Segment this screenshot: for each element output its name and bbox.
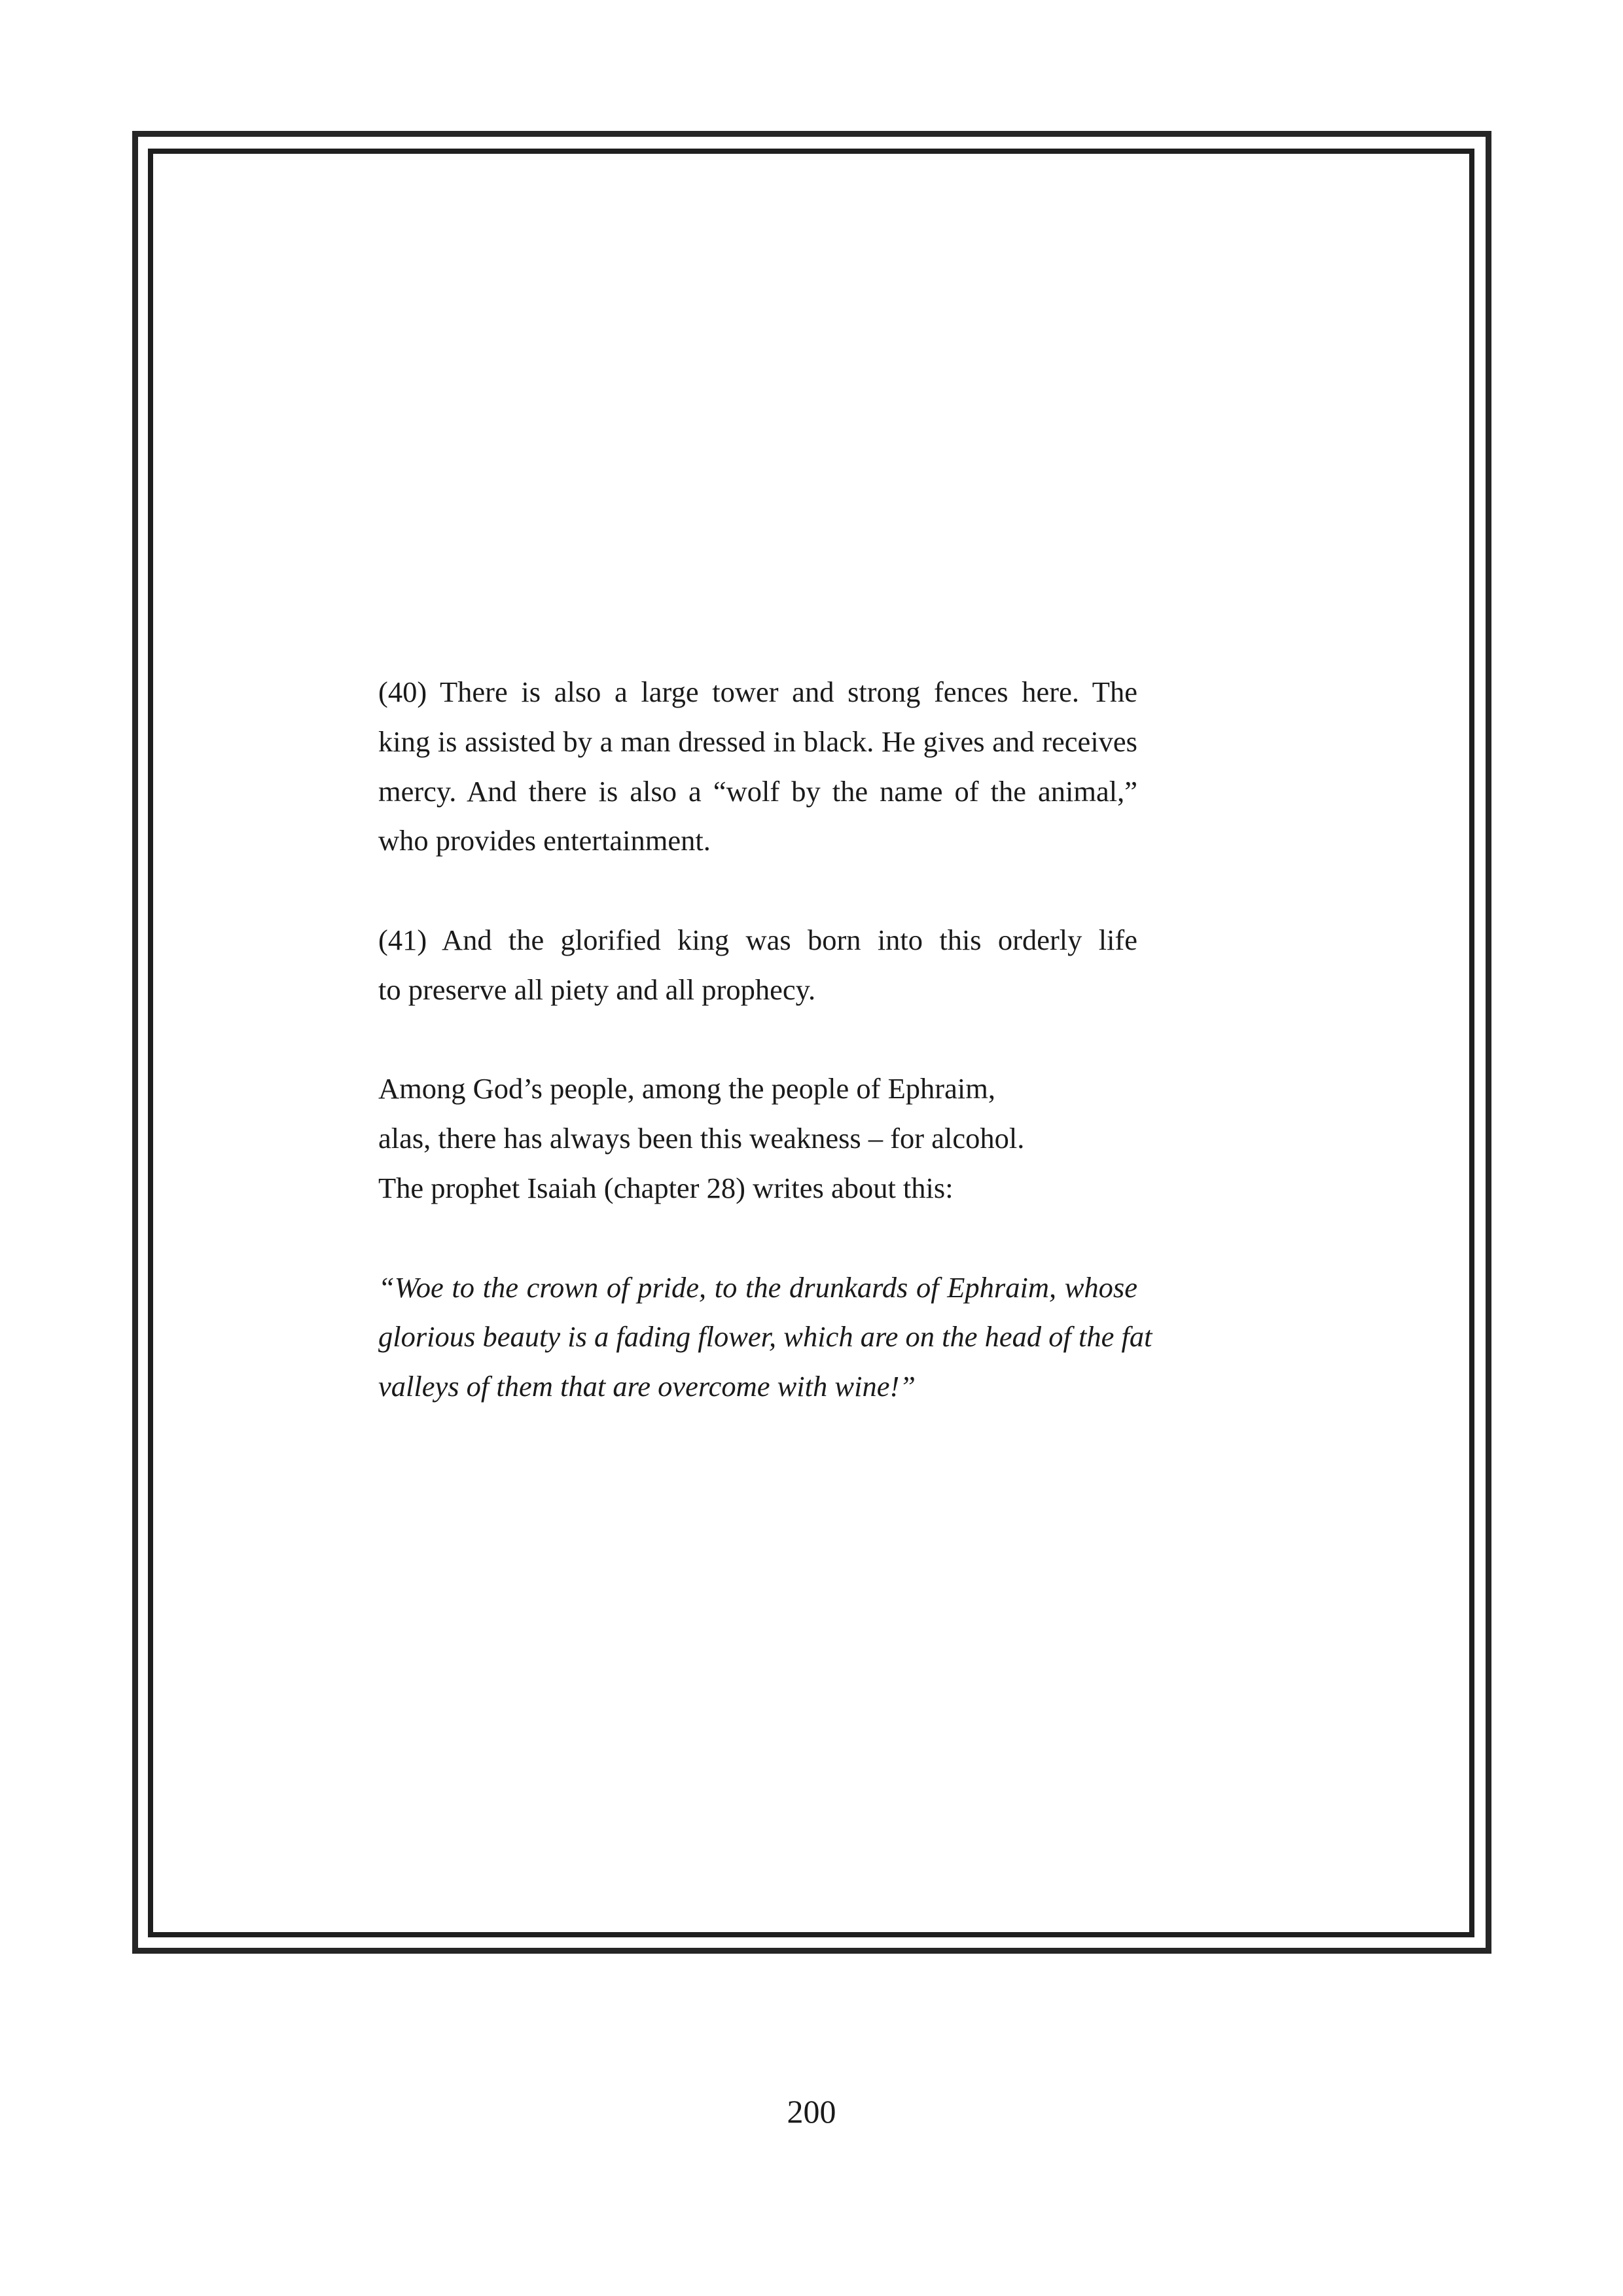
text-line: alas, there has always been this weakness – for alcohol. (378, 1122, 1025, 1155)
paragraph-40 (378, 668, 1137, 866)
paragraph-41 (378, 916, 1137, 1015)
text-line: king is assisted by a man dressed in black. He gives and receives (378, 725, 1137, 758)
text-line: (41) And the glorified king was born into this orderly life (378, 923, 1137, 956)
page-number: 200 (787, 2093, 836, 2130)
text-line: Among God’s people, among the people of Ephraim, (378, 1072, 995, 1105)
body-text (378, 668, 1152, 1462)
text-line: “Woe to the crown of pride, to the drunkards of Ephraim, whose (378, 1270, 1137, 1304)
text-line: The prophet Isaiah (chapter 28) writes about this: (378, 1171, 954, 1204)
paragraph-ephraim (378, 1064, 1137, 1213)
text-line: valleys of them that are overcome with wine!” (378, 1370, 916, 1403)
text-line: who provides entertainment. (378, 824, 711, 857)
text-line: (40) There is also a large tower and strong fences here. The (378, 675, 1137, 708)
text-line: mercy. And there is also a “wolf by the name of the animal,” (378, 774, 1137, 808)
text-line: to preserve all piety and all prophecy. (378, 973, 816, 1006)
isaiah-quotation (378, 1263, 1152, 1412)
text-line: glorious beauty is a fading flower, which are on the head of the fat (378, 1320, 1152, 1354)
